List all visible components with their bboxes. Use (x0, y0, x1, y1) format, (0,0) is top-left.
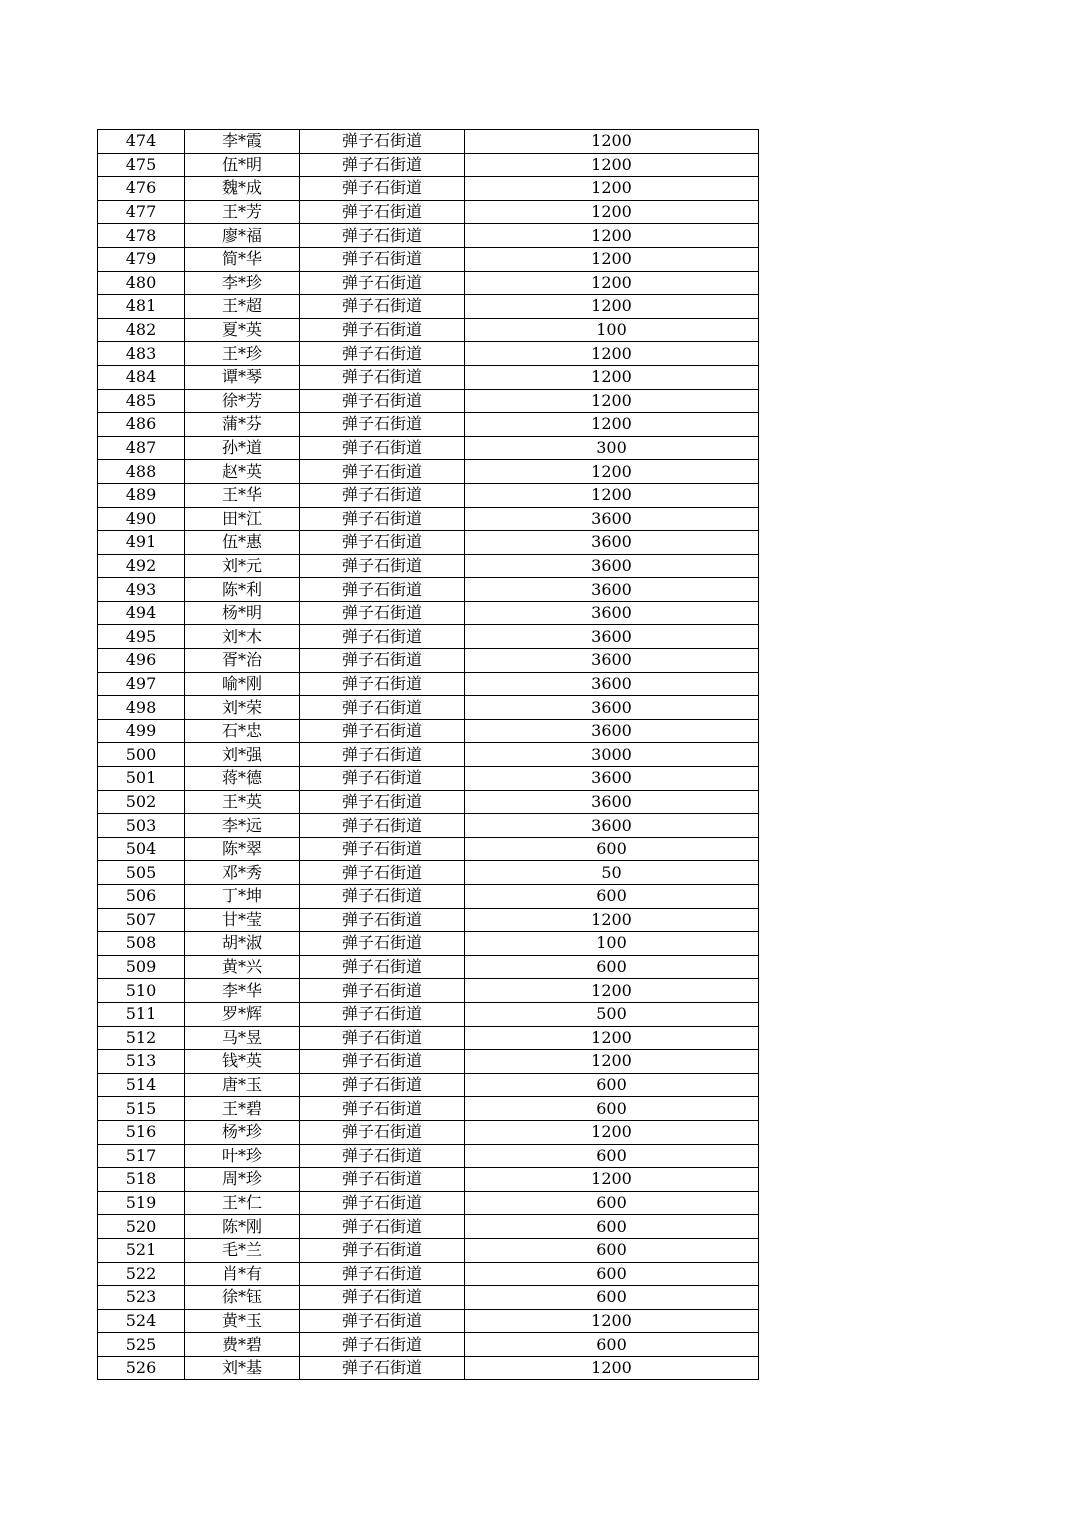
street-cell: 弹子石街道 (300, 1002, 465, 1026)
row-number-cell: 518 (98, 1168, 185, 1192)
street-cell: 弹子石街道 (300, 601, 465, 625)
street-cell: 弹子石街道 (300, 979, 465, 1003)
table-row (98, 365, 759, 389)
row-number-cell: 506 (98, 885, 185, 909)
row-number-cell: 499 (98, 719, 185, 743)
amount-cell: 3600 (465, 672, 759, 696)
amount-cell: 1200 (465, 130, 759, 154)
table-row (98, 554, 759, 578)
name-cell: 胡*淑 (185, 932, 300, 956)
amount-cell: 1200 (465, 342, 759, 366)
amount-cell: 1200 (465, 247, 759, 271)
name-cell: 王*超 (185, 295, 300, 319)
row-number-cell: 477 (98, 200, 185, 224)
street-cell: 弹子石街道 (300, 153, 465, 177)
street-cell: 弹子石街道 (300, 295, 465, 319)
name-cell: 丁*坤 (185, 885, 300, 909)
street-cell: 弹子石街道 (300, 1026, 465, 1050)
amount-cell: 600 (465, 1144, 759, 1168)
table-row (98, 578, 759, 602)
name-cell: 李*华 (185, 979, 300, 1003)
street-cell: 弹子石街道 (300, 861, 465, 885)
table-row (98, 507, 759, 531)
row-number-cell: 521 (98, 1238, 185, 1262)
name-cell: 李*霞 (185, 130, 300, 154)
name-cell: 廖*福 (185, 224, 300, 248)
street-cell: 弹子石街道 (300, 672, 465, 696)
table-row (98, 177, 759, 201)
street-cell: 弹子石街道 (300, 271, 465, 295)
street-cell: 弹子石街道 (300, 932, 465, 956)
street-cell: 弹子石街道 (300, 413, 465, 437)
street-cell: 弹子石街道 (300, 955, 465, 979)
amount-cell: 3600 (465, 625, 759, 649)
row-number-cell: 498 (98, 696, 185, 720)
amount-cell: 1200 (465, 1168, 759, 1192)
row-number-cell: 491 (98, 531, 185, 555)
street-cell: 弹子石街道 (300, 1097, 465, 1121)
street-cell: 弹子石街道 (300, 1356, 465, 1380)
street-cell: 弹子石街道 (300, 649, 465, 673)
street-cell: 弹子石街道 (300, 1262, 465, 1286)
amount-cell: 3600 (465, 531, 759, 555)
amount-cell: 3600 (465, 578, 759, 602)
row-number-cell: 503 (98, 814, 185, 838)
street-cell: 弹子石街道 (300, 436, 465, 460)
street-cell: 弹子石街道 (300, 719, 465, 743)
amount-cell: 3600 (465, 814, 759, 838)
street-cell: 弹子石街道 (300, 1073, 465, 1097)
name-cell: 马*昱 (185, 1026, 300, 1050)
table-row (98, 483, 759, 507)
row-number-cell: 488 (98, 460, 185, 484)
table-row (98, 908, 759, 932)
row-number-cell: 523 (98, 1286, 185, 1310)
table-row (98, 955, 759, 979)
street-cell: 弹子石街道 (300, 342, 465, 366)
row-number-cell: 497 (98, 672, 185, 696)
table-row (98, 1144, 759, 1168)
amount-cell: 50 (465, 861, 759, 885)
row-number-cell: 490 (98, 507, 185, 531)
row-number-cell: 519 (98, 1191, 185, 1215)
name-cell: 杨*珍 (185, 1120, 300, 1144)
street-cell: 弹子石街道 (300, 483, 465, 507)
table-row (98, 1050, 759, 1074)
amount-cell: 600 (465, 955, 759, 979)
row-number-cell: 510 (98, 979, 185, 1003)
table-row (98, 389, 759, 413)
row-number-cell: 508 (98, 932, 185, 956)
table-row (98, 672, 759, 696)
amount-cell: 1200 (465, 908, 759, 932)
row-number-cell: 481 (98, 295, 185, 319)
amount-cell: 100 (465, 318, 759, 342)
table-row (98, 1168, 759, 1192)
table-row (98, 200, 759, 224)
table-row (98, 1097, 759, 1121)
amount-cell: 1200 (465, 483, 759, 507)
table-row (98, 649, 759, 673)
name-cell: 王*珍 (185, 342, 300, 366)
amount-cell: 1200 (465, 1309, 759, 1333)
table-row (98, 1215, 759, 1239)
street-cell: 弹子石街道 (300, 625, 465, 649)
row-number-cell: 501 (98, 767, 185, 791)
row-number-cell: 509 (98, 955, 185, 979)
street-cell: 弹子石街道 (300, 224, 465, 248)
amount-cell: 600 (465, 1286, 759, 1310)
table-row (98, 531, 759, 555)
amount-cell: 1200 (465, 979, 759, 1003)
table-row (98, 271, 759, 295)
row-number-cell: 479 (98, 247, 185, 271)
row-number-cell: 487 (98, 436, 185, 460)
name-cell: 孙*道 (185, 436, 300, 460)
row-number-cell: 484 (98, 365, 185, 389)
name-cell: 简*华 (185, 247, 300, 271)
name-cell: 黄*玉 (185, 1309, 300, 1333)
table-row (98, 1262, 759, 1286)
table-row (98, 1191, 759, 1215)
table-row (98, 837, 759, 861)
amount-cell: 3600 (465, 719, 759, 743)
row-number-cell: 514 (98, 1073, 185, 1097)
table-row (98, 885, 759, 909)
street-cell: 弹子石街道 (300, 460, 465, 484)
name-cell: 黄*兴 (185, 955, 300, 979)
amount-cell: 3600 (465, 601, 759, 625)
name-cell: 谭*琴 (185, 365, 300, 389)
amount-cell: 600 (465, 1191, 759, 1215)
street-cell: 弹子石街道 (300, 908, 465, 932)
row-number-cell: 485 (98, 389, 185, 413)
amount-cell: 600 (465, 837, 759, 861)
street-cell: 弹子石街道 (300, 365, 465, 389)
name-cell: 伍*明 (185, 153, 300, 177)
row-number-cell: 500 (98, 743, 185, 767)
amount-cell: 1200 (465, 1050, 759, 1074)
table-row (98, 1073, 759, 1097)
amount-cell: 1200 (465, 224, 759, 248)
table-row (98, 342, 759, 366)
amount-cell: 500 (465, 1002, 759, 1026)
row-number-cell: 505 (98, 861, 185, 885)
street-cell: 弹子石街道 (300, 767, 465, 791)
amount-cell: 600 (465, 1333, 759, 1357)
street-cell: 弹子石街道 (300, 743, 465, 767)
amount-cell: 3600 (465, 767, 759, 791)
name-cell: 陈*刚 (185, 1215, 300, 1239)
row-number-cell: 516 (98, 1120, 185, 1144)
name-cell: 邓*秀 (185, 861, 300, 885)
row-number-cell: 475 (98, 153, 185, 177)
amount-cell: 600 (465, 1238, 759, 1262)
table-row (98, 979, 759, 1003)
name-cell: 魏*成 (185, 177, 300, 201)
amount-cell: 1200 (465, 460, 759, 484)
name-cell: 徐*钰 (185, 1286, 300, 1310)
street-cell: 弹子石街道 (300, 837, 465, 861)
table-row (98, 1238, 759, 1262)
amount-cell: 1200 (465, 1026, 759, 1050)
amount-cell: 3600 (465, 554, 759, 578)
row-number-cell: 504 (98, 837, 185, 861)
name-cell: 伍*惠 (185, 531, 300, 555)
street-cell: 弹子石街道 (300, 130, 465, 154)
table-row (98, 247, 759, 271)
amount-cell: 1200 (465, 271, 759, 295)
name-cell: 刘*荣 (185, 696, 300, 720)
name-cell: 王*芳 (185, 200, 300, 224)
name-cell: 李*珍 (185, 271, 300, 295)
amount-cell: 600 (465, 1262, 759, 1286)
street-cell: 弹子石街道 (300, 1191, 465, 1215)
row-number-cell: 524 (98, 1309, 185, 1333)
name-cell: 刘*基 (185, 1356, 300, 1380)
amount-cell: 600 (465, 1215, 759, 1239)
street-cell: 弹子石街道 (300, 885, 465, 909)
table-row (98, 318, 759, 342)
street-cell: 弹子石街道 (300, 389, 465, 413)
street-cell: 弹子石街道 (300, 531, 465, 555)
table-row (98, 1286, 759, 1310)
street-cell: 弹子石街道 (300, 177, 465, 201)
row-number-cell: 492 (98, 554, 185, 578)
street-cell: 弹子石街道 (300, 200, 465, 224)
street-cell: 弹子石街道 (300, 814, 465, 838)
table-row (98, 932, 759, 956)
name-cell: 田*江 (185, 507, 300, 531)
name-cell: 王*仁 (185, 1191, 300, 1215)
name-cell: 王*英 (185, 790, 300, 814)
name-cell: 刘*木 (185, 625, 300, 649)
street-cell: 弹子石街道 (300, 507, 465, 531)
row-number-cell: 478 (98, 224, 185, 248)
name-cell: 刘*强 (185, 743, 300, 767)
name-cell: 徐*芳 (185, 389, 300, 413)
name-cell: 毛*兰 (185, 1238, 300, 1262)
amount-cell: 3600 (465, 790, 759, 814)
name-cell: 费*碧 (185, 1333, 300, 1357)
name-cell: 蒋*德 (185, 767, 300, 791)
street-cell: 弹子石街道 (300, 1144, 465, 1168)
street-cell: 弹子石街道 (300, 1050, 465, 1074)
street-cell: 弹子石街道 (300, 578, 465, 602)
street-cell: 弹子石街道 (300, 247, 465, 271)
row-number-cell: 502 (98, 790, 185, 814)
row-number-cell: 494 (98, 601, 185, 625)
amount-cell: 1200 (465, 1120, 759, 1144)
table-row (98, 1120, 759, 1144)
amount-cell: 600 (465, 885, 759, 909)
amount-cell: 1200 (465, 1356, 759, 1380)
table-row (98, 1002, 759, 1026)
row-number-cell: 520 (98, 1215, 185, 1239)
row-number-cell: 480 (98, 271, 185, 295)
row-number-cell: 522 (98, 1262, 185, 1286)
data-table (97, 129, 759, 1380)
name-cell: 肖*有 (185, 1262, 300, 1286)
row-number-cell: 482 (98, 318, 185, 342)
row-number-cell: 489 (98, 483, 185, 507)
street-cell: 弹子石街道 (300, 554, 465, 578)
street-cell: 弹子石街道 (300, 1333, 465, 1357)
row-number-cell: 476 (98, 177, 185, 201)
amount-cell: 3600 (465, 696, 759, 720)
name-cell: 赵*英 (185, 460, 300, 484)
name-cell: 唐*玉 (185, 1073, 300, 1097)
table-row (98, 295, 759, 319)
table-row (98, 625, 759, 649)
amount-cell: 1200 (465, 413, 759, 437)
row-number-cell: 495 (98, 625, 185, 649)
name-cell: 陈*翠 (185, 837, 300, 861)
name-cell: 叶*珍 (185, 1144, 300, 1168)
table-row (98, 460, 759, 484)
name-cell: 甘*莹 (185, 908, 300, 932)
amount-cell: 300 (465, 436, 759, 460)
name-cell: 李*远 (185, 814, 300, 838)
name-cell: 刘*元 (185, 554, 300, 578)
street-cell: 弹子石街道 (300, 790, 465, 814)
row-number-cell: 496 (98, 649, 185, 673)
row-number-cell: 525 (98, 1333, 185, 1357)
name-cell: 蒲*芬 (185, 413, 300, 437)
name-cell: 周*珍 (185, 1168, 300, 1192)
table-row (98, 1333, 759, 1357)
table-row (98, 436, 759, 460)
table-row (98, 743, 759, 767)
name-cell: 王*华 (185, 483, 300, 507)
street-cell: 弹子石街道 (300, 1309, 465, 1333)
row-number-cell: 493 (98, 578, 185, 602)
table-body (98, 130, 759, 1380)
name-cell: 石*忠 (185, 719, 300, 743)
amount-cell: 1200 (465, 295, 759, 319)
table-row (98, 224, 759, 248)
street-cell: 弹子石街道 (300, 696, 465, 720)
table-row (98, 153, 759, 177)
street-cell: 弹子石街道 (300, 1286, 465, 1310)
street-cell: 弹子石街道 (300, 318, 465, 342)
row-number-cell: 486 (98, 413, 185, 437)
amount-cell: 600 (465, 1097, 759, 1121)
street-cell: 弹子石街道 (300, 1238, 465, 1262)
row-number-cell: 483 (98, 342, 185, 366)
name-cell: 胥*治 (185, 649, 300, 673)
amount-cell: 3000 (465, 743, 759, 767)
street-cell: 弹子石街道 (300, 1120, 465, 1144)
row-number-cell: 526 (98, 1356, 185, 1380)
row-number-cell: 513 (98, 1050, 185, 1074)
amount-cell: 1200 (465, 389, 759, 413)
row-number-cell: 511 (98, 1002, 185, 1026)
row-number-cell: 512 (98, 1026, 185, 1050)
row-number-cell: 517 (98, 1144, 185, 1168)
name-cell: 陈*利 (185, 578, 300, 602)
table-row (98, 790, 759, 814)
row-number-cell: 507 (98, 908, 185, 932)
table-row (98, 767, 759, 791)
table-row (98, 1026, 759, 1050)
name-cell: 钱*英 (185, 1050, 300, 1074)
table-row (98, 1356, 759, 1380)
table-row (98, 413, 759, 437)
amount-cell: 1200 (465, 153, 759, 177)
name-cell: 杨*明 (185, 601, 300, 625)
row-number-cell: 474 (98, 130, 185, 154)
amount-cell: 1200 (465, 365, 759, 389)
amount-cell: 1200 (465, 200, 759, 224)
street-cell: 弹子石街道 (300, 1168, 465, 1192)
amount-cell: 600 (465, 1073, 759, 1097)
table-row (98, 861, 759, 885)
amount-cell: 3600 (465, 649, 759, 673)
table-row (98, 814, 759, 838)
name-cell: 王*碧 (185, 1097, 300, 1121)
amount-cell: 1200 (465, 177, 759, 201)
table-row (98, 719, 759, 743)
table-row (98, 1309, 759, 1333)
row-number-cell: 515 (98, 1097, 185, 1121)
name-cell: 夏*英 (185, 318, 300, 342)
table-row (98, 696, 759, 720)
name-cell: 罗*辉 (185, 1002, 300, 1026)
street-cell: 弹子石街道 (300, 1215, 465, 1239)
amount-cell: 100 (465, 932, 759, 956)
amount-cell: 3600 (465, 507, 759, 531)
table-row (98, 601, 759, 625)
name-cell: 喻*刚 (185, 672, 300, 696)
table-row (98, 130, 759, 154)
